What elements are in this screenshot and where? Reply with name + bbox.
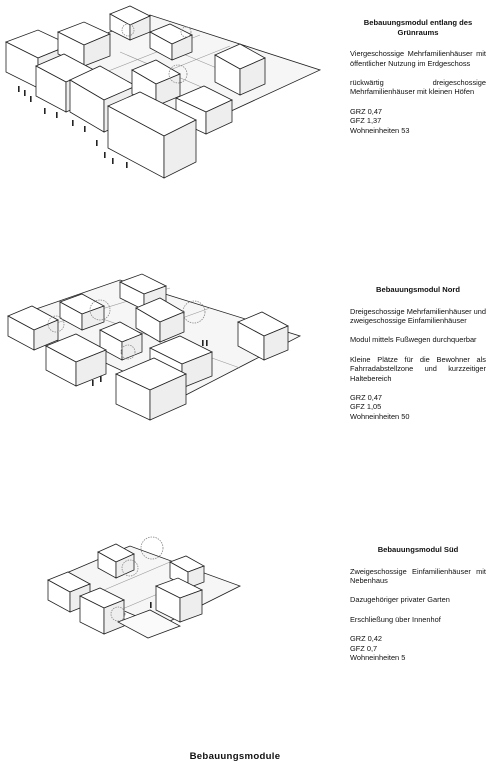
- stat-gfz: GFZ 1,37: [350, 116, 382, 126]
- stat-gfz: GFZ 1,05: [350, 402, 382, 412]
- module-title: Bebauungsmodul Nord: [376, 285, 460, 294]
- module-3-text: [350, 545, 486, 662]
- page-title: Bebauungsmodule: [189, 751, 281, 762]
- stat-units: Wohneinheiten 5: [350, 653, 406, 663]
- module-stats: [350, 634, 486, 662]
- stat-units: Wohneinheiten 53: [350, 125, 410, 135]
- module-description: Kleine Plätze für die Bewohner als Fahrradabstellzone und kurzzeitiger Haltebereich: [350, 354, 486, 383]
- person: [150, 602, 152, 608]
- stat-gfz: GFZ 0,7: [350, 643, 378, 653]
- module-description: Zweigeschossige Einfamilienhäuser mit Nebenhaus: [350, 566, 486, 585]
- module-description: Erschließung über Innenhof: [350, 614, 441, 624]
- module-description: Dreigeschossige Mehrfamilienhäuser und zweigeschossige Einfamilienhäuser: [350, 306, 486, 325]
- module-1-text: [350, 18, 486, 135]
- module-description: Modul mittels Fußwegen durchquerbar: [350, 335, 477, 345]
- module-stats: [350, 393, 486, 421]
- axonometric-module-3: [0, 530, 340, 670]
- module-title: Bebauungsmodul entlang des Grünraums: [363, 18, 473, 37]
- module-description: Dazugehöriger privater Garten: [350, 595, 450, 605]
- axonometric-module-1: [0, 0, 340, 200]
- stat-grz: GRZ 0,42: [350, 634, 383, 644]
- stat-units: Wohneinheiten 50: [350, 411, 410, 421]
- stat-grz: GRZ 0,47: [350, 393, 383, 403]
- module-2-text: [350, 285, 486, 421]
- module-title: Bebauungsmodul Süd: [377, 545, 459, 554]
- module-description: rückwärtig dreigeschossige Mehrfamilienhäuser mit kleinen Höfen: [350, 78, 486, 97]
- module-stats: [350, 107, 486, 135]
- module-description: Viergeschossige Mehrfamilienhäuser mit öffentlicher Nutzung im Erdgeschoss: [350, 49, 486, 68]
- axonometric-module-2: [0, 268, 340, 448]
- stat-grz: GRZ 0,47: [350, 106, 383, 116]
